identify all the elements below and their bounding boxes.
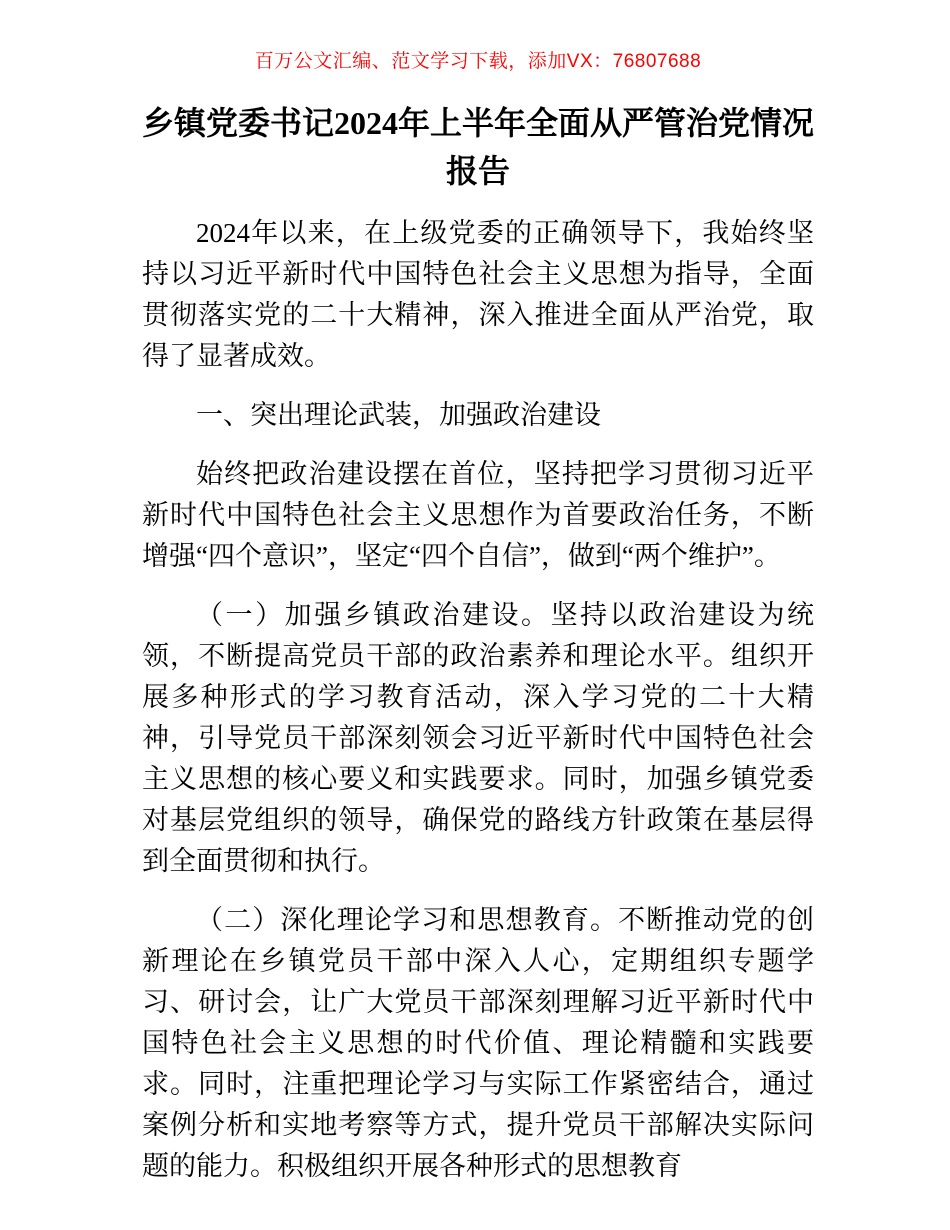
paragraph-section-body: 始终把政治建设摆在首位，坚持把学习贯彻习近平新时代中国特色社会主义思想作为首要政治任务，不断增强“四个意识”，坚定“四个自信”，做到“两个维护”。 <box>142 458 814 571</box>
document-title: 乡镇党委书记2024年上半年全面从严管治党情况报告 <box>142 104 815 189</box>
paragraph-section-heading: 一、突出理论武装，加强政治建设 <box>196 399 601 430</box>
paragraph-point-two: （二）深化理论学习和思想教育。不断推动党的创新理论在乡镇党员干部中深入人心，定期组织专题学习、研讨会，让广大党员干部深刻理解习近平新时代中国特色社会主义思想的时代价值、理论精髓和实践要求。同时，注重把理论学习与实际工作紧密结合，通过案例分析和实地考察等方式，提升党员干部解决实际问题的能力。积极组织开展各种形式的思想教育 <box>142 904 814 1181</box>
paragraph-intro: 2024年以来，在上级党委的正确领导下，我始终坚持以习近平新时代中国特色社会主义思想为指导，全面贯彻落实党的二十大精神，深入推进全面从严治党，取得了显著成效。 <box>142 217 814 371</box>
promo-banner: 百万公文汇编、范文学习下载，添加VX：76807688 <box>254 51 702 72</box>
paragraph-point-one: （一）加强乡镇政治建设。坚持以政治建设为统领，不断提高党员干部的政治素养和理论水平。组织开展多种形式的学习教育活动，深入学习党的二十大精神，引导党员干部深刻领会习近平新时代中国特色社会主义思想的核心要义和实践要求。同时，加强乡镇党委对基层党组织的领导，确保党的路线方针政策在基层得到全面贯彻和执行。 <box>142 599 814 876</box>
